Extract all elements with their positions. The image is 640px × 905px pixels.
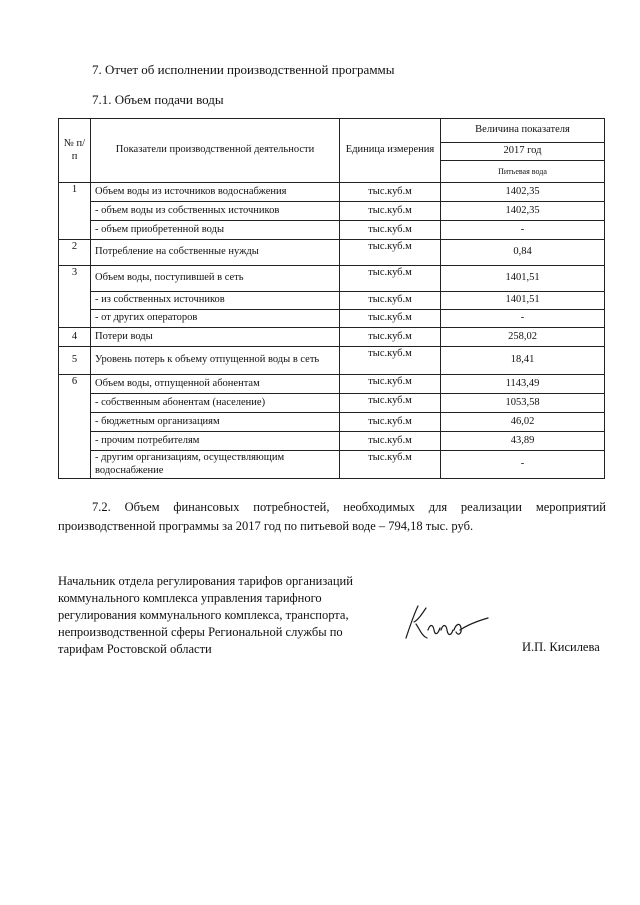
table-row — [59, 375, 605, 394]
row-num: 6 — [59, 375, 91, 394]
section-title: 7. Отчет об исполнении производственной программы — [92, 62, 395, 77]
row-num: 5 — [59, 347, 91, 375]
row-value: 258,02 — [441, 328, 605, 347]
header-unit: Единица измерения — [340, 119, 441, 183]
row-num — [59, 413, 91, 432]
table-header-row — [59, 119, 605, 143]
row-indicator: Объем воды, отпущенной абонентам — [91, 375, 340, 394]
header-value: Величина показателя — [441, 119, 605, 143]
table-row — [59, 183, 605, 202]
table-row — [59, 221, 605, 240]
row-unit: тыс.куб.м — [340, 451, 441, 479]
row-num — [59, 432, 91, 451]
row-value: 18,41 — [441, 347, 605, 375]
row-indicator: Уровень потерь к объему отпущенной воды в сеть — [91, 347, 340, 375]
signatory-line: коммунального комплекса управления тарифного — [58, 590, 322, 605]
row-indicator: - объем воды из собственных источников — [91, 202, 340, 221]
header-num: № п/п — [59, 119, 91, 183]
row-value: 1402,35 — [441, 202, 605, 221]
row-unit: тыс.куб.м — [340, 432, 441, 451]
row-value: - — [441, 310, 605, 328]
row-unit: тыс.куб.м — [340, 292, 441, 310]
row-unit: тыс.куб.м — [340, 413, 441, 432]
header-indicator: Показатели производственной деятельности — [91, 119, 340, 183]
row-indicator: - другим организациям, осуществляющим водоснабжение — [91, 451, 340, 479]
row-num — [59, 394, 91, 413]
signatory-line: тарифам Ростовской области — [58, 641, 212, 656]
table-row — [59, 394, 605, 413]
row-value: 1402,35 — [441, 183, 605, 202]
row-unit: тыс.куб.м — [340, 328, 441, 347]
row-num — [59, 451, 91, 479]
row-indicator: - из собственных источников — [91, 292, 340, 310]
signatory-line: непроизводственной сферы Региональной службы по — [58, 624, 343, 639]
row-indicator: - бюджетным организациям — [91, 413, 340, 432]
row-indicator: Объем воды из источников водоснабжения — [91, 183, 340, 202]
section-subtitle: 7.1. Объем подачи воды — [92, 92, 224, 107]
header-water: Питьевая вода — [441, 161, 605, 183]
row-value: - — [441, 221, 605, 240]
row-unit: тыс.куб.м — [340, 202, 441, 221]
signatory-position — [58, 573, 378, 657]
row-value: 1401,51 — [441, 266, 605, 292]
row-unit: тыс.куб.м — [340, 310, 441, 328]
row-indicator: - объем приобретенной воды — [91, 221, 340, 240]
row-value: 0,84 — [441, 240, 605, 266]
table-row — [59, 451, 605, 479]
table-row — [59, 292, 605, 310]
row-num — [59, 292, 91, 310]
row-indicator: Потребление на собственные нужды — [91, 240, 340, 266]
row-indicator: - прочим потребителям — [91, 432, 340, 451]
row-num — [59, 221, 91, 240]
table-row — [59, 310, 605, 328]
table-row — [59, 266, 605, 292]
row-unit: тыс.куб.м — [340, 221, 441, 240]
table-row — [59, 328, 605, 347]
row-unit: тыс.куб.м — [340, 183, 441, 202]
table-row — [59, 240, 605, 266]
row-indicator: Потери воды — [91, 328, 340, 347]
signatory-name: И.П. Кисилева — [522, 640, 600, 654]
finance-paragraph: 7.2. Объем финансовых потребностей, необходимых для реализации мероприятий производственной программы за 2017 год по питьевой воде – 794,18 тыс. руб. — [58, 500, 606, 533]
row-indicator: Объем воды, поступившей в сеть — [91, 266, 340, 292]
row-num — [59, 202, 91, 221]
row-value: 1401,51 — [441, 292, 605, 310]
row-num — [59, 310, 91, 328]
row-unit: тыс.куб.м — [340, 347, 441, 375]
row-unit: тыс.куб.м — [340, 394, 441, 413]
header-year: 2017 год — [441, 143, 605, 161]
row-unit: тыс.куб.м — [340, 266, 441, 292]
handwritten-signature — [400, 600, 492, 644]
row-unit: тыс.куб.м — [340, 240, 441, 266]
signatory-line: Начальник отдела регулирования тарифов организаций — [58, 574, 353, 588]
row-value: 1053,58 — [441, 394, 605, 413]
row-num: 1 — [59, 183, 91, 202]
row-num: 4 — [59, 328, 91, 347]
row-indicator: - от других операторов — [91, 310, 340, 328]
signatory-line: регулирования коммунального комплекса, транспорта, — [58, 607, 349, 622]
row-num: 3 — [59, 266, 91, 292]
row-value: 46,02 — [441, 413, 605, 432]
row-value: - — [441, 451, 605, 479]
row-indicator: - собственным абонентам (население) — [91, 394, 340, 413]
table-row — [59, 413, 605, 432]
row-value: 43,89 — [441, 432, 605, 451]
row-value: 1143,49 — [441, 375, 605, 394]
row-num: 2 — [59, 240, 91, 266]
production-program-table — [58, 118, 605, 479]
table-row — [59, 347, 605, 375]
table-row — [59, 202, 605, 221]
row-unit: тыс.куб.м — [340, 375, 441, 394]
table-row — [59, 432, 605, 451]
